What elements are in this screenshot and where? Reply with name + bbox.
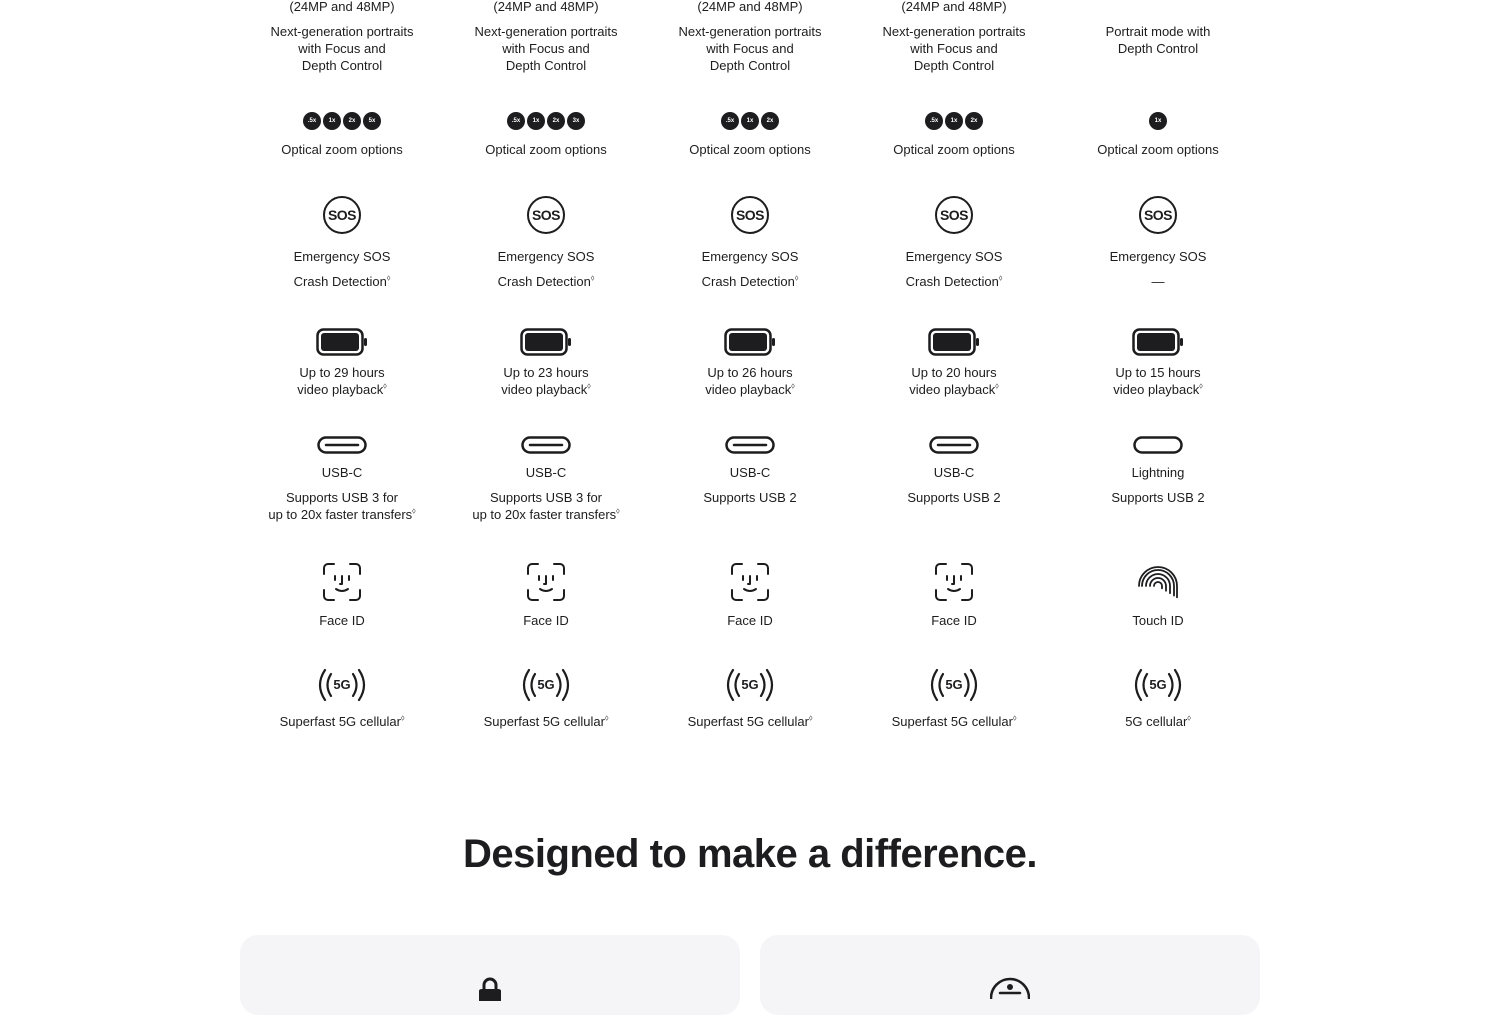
port-label-text: Lightning [1131, 465, 1185, 480]
resolution-label [852, 0, 1056, 15]
auth-label [444, 612, 648, 629]
footnote-mark: ◊ [386, 275, 391, 283]
battery-label [444, 364, 648, 398]
sos-icon [648, 196, 852, 234]
zoom-chip: 2x [965, 112, 983, 130]
usb-c-icon [852, 436, 1056, 454]
cellular-label-text: 5G cellular [1125, 714, 1188, 729]
cellular-label [852, 713, 1056, 730]
zoom-label-text: Optical zoom options [485, 142, 607, 157]
resolution-label-text: (24MP and 48MP) [901, 0, 1007, 14]
portrait-label-text: Portrait mode with Depth Control [1105, 24, 1211, 56]
crash-label-text: — [1151, 274, 1165, 289]
footnote-mark: ◊ [400, 715, 405, 723]
usb-label-text: Supports USB 3 for up to 20x faster transfers [268, 490, 413, 522]
portrait-label-text: Next-generation portraits with Focus and Depth Control [474, 24, 618, 73]
crash-label-text: Crash Detection [497, 274, 591, 289]
battery-icon [648, 328, 852, 356]
battery-icon [444, 328, 648, 356]
cellular-5g-icon-text: 5G [945, 677, 963, 692]
battery-label [240, 364, 444, 398]
crash-label [648, 273, 852, 290]
footnote-mark: ◊ [1187, 715, 1191, 723]
feature-card-privacy[interactable] [240, 935, 740, 1015]
model-column [852, 0, 1056, 760]
sos-icon [444, 196, 648, 234]
sos-icon-text: SOS [935, 196, 973, 234]
footnote-mark: ◊ [995, 383, 999, 391]
sos-label-text: Emergency SOS [497, 249, 595, 264]
portrait-label-text: Next-generation portraits with Focus and Depth Control [882, 24, 1026, 73]
cellular-label [648, 713, 852, 730]
port-label-text: USB-C [729, 465, 771, 480]
cellular-5g-icon-text: 5G [741, 677, 759, 692]
resolution-label-text: (24MP and 48MP) [493, 0, 599, 14]
sos-label-text: Emergency SOS [1109, 249, 1207, 264]
footnote-mark: ◊ [412, 508, 416, 516]
sos-icon-text: SOS [731, 196, 769, 234]
usb-c-icon [444, 436, 648, 454]
usb-label-text: Supports USB 2 [1111, 490, 1205, 505]
resolution-label [648, 0, 852, 15]
auth-label-text: Face ID [931, 613, 977, 628]
cellular-5g-icon [240, 666, 444, 704]
cellular-5g-icon-text: 5G [333, 677, 351, 692]
accessibility-icon [990, 977, 1030, 1004]
battery-label-text: Up to 20 hours video playback [909, 365, 997, 397]
battery-label [1056, 364, 1260, 398]
port-label-text: USB-C [525, 465, 567, 480]
model-column [1056, 0, 1260, 760]
battery-label-text: Up to 15 hours video playback [1113, 365, 1201, 397]
portrait-label-text: Next-generation portraits with Focus and Depth Control [678, 24, 822, 73]
sos-icon-text: SOS [527, 196, 565, 234]
crash-label [852, 273, 1056, 290]
sos-icon-text: SOS [323, 196, 361, 234]
footnote-mark: ◊ [791, 383, 795, 391]
sos-icon [852, 196, 1056, 234]
model-column [444, 0, 648, 760]
zoom-label-text: Optical zoom options [1097, 142, 1219, 157]
cellular-label [1056, 713, 1260, 730]
cellular-label-text: Superfast 5G cellular [891, 714, 1013, 729]
zoom-chip: 1x [323, 112, 341, 130]
portrait-label [240, 23, 444, 74]
footnote-mark: ◊ [604, 715, 609, 723]
usb-label-text: Supports USB 2 [703, 490, 797, 505]
cellular-label [444, 713, 648, 730]
battery-label [648, 364, 852, 398]
cellular-label [240, 713, 444, 730]
zoom-label [444, 141, 648, 158]
sos-label [444, 248, 648, 265]
zoom-options [648, 112, 852, 130]
model-column [648, 0, 852, 760]
crash-label [444, 273, 648, 290]
port-label [444, 464, 648, 481]
sos-label [852, 248, 1056, 265]
port-label [852, 464, 1056, 481]
usb-label [648, 489, 852, 506]
zoom-chip: .5x [507, 112, 525, 130]
auth-label-text: Touch ID [1132, 613, 1184, 628]
port-label [648, 464, 852, 481]
auth-label-text: Face ID [523, 613, 569, 628]
auth-label [648, 612, 852, 629]
cellular-5g-icon [1056, 666, 1260, 704]
zoom-chip: 3x [567, 112, 585, 130]
zoom-chip: 2x [343, 112, 361, 130]
battery-icon [240, 328, 444, 356]
battery-label [852, 364, 1056, 398]
sos-label-text: Emergency SOS [905, 249, 1003, 264]
footnote-mark: ◊ [998, 275, 1003, 283]
sos-icon [240, 196, 444, 234]
zoom-label [1056, 141, 1260, 158]
footnote-mark: ◊ [616, 508, 620, 516]
sos-icon-text: SOS [1139, 196, 1177, 234]
cellular-5g-icon [648, 666, 852, 704]
zoom-chip: 1x [741, 112, 759, 130]
cellular-label-text: Superfast 5G cellular [483, 714, 605, 729]
zoom-chip: 2x [761, 112, 779, 130]
resolution-label [444, 0, 648, 15]
zoom-options [1056, 112, 1260, 130]
zoom-label-text: Optical zoom options [281, 142, 403, 157]
zoom-chip: 1x [527, 112, 545, 130]
zoom-chip: 5x [363, 112, 381, 130]
usb-label [852, 489, 1056, 506]
face-id-icon [240, 562, 444, 602]
cellular-5g-icon-text: 5G [1149, 677, 1167, 692]
cellular-5g-icon [444, 666, 648, 704]
crash-label-text: Crash Detection [905, 274, 999, 289]
usb-label [1056, 489, 1260, 506]
auth-label-text: Face ID [319, 613, 365, 628]
footnote-mark: ◊ [808, 715, 813, 723]
zoom-chip: 1x [1149, 112, 1167, 130]
lightning-icon [1056, 436, 1260, 454]
usb-label-text: Supports USB 2 [907, 490, 1001, 505]
footnote-mark: ◊ [383, 383, 387, 391]
resolution-label-text: (24MP and 48MP) [289, 0, 395, 14]
port-label [1056, 464, 1260, 481]
battery-icon [1056, 328, 1260, 356]
touch-id-icon [1056, 562, 1260, 602]
crash-label [1056, 273, 1260, 290]
cellular-5g-icon-text: 5G [537, 677, 555, 692]
portrait-label-text: Next-generation portraits with Focus and Depth Control [270, 24, 414, 73]
battery-label-text: Up to 29 hours video playback [297, 365, 385, 397]
portrait-label [852, 23, 1056, 74]
battery-icon [852, 328, 1056, 356]
zoom-options [852, 112, 1056, 130]
crash-label-text: Crash Detection [293, 274, 387, 289]
crash-label [240, 273, 444, 290]
usb-c-icon [648, 436, 852, 454]
usb-label-text: Supports USB 3 for up to 20x faster transfers [472, 490, 617, 522]
footnote-mark: ◊ [1012, 715, 1017, 723]
resolution-label-text: (24MP and 48MP) [697, 0, 803, 14]
crash-label-text: Crash Detection [701, 274, 795, 289]
zoom-chip: 1x [945, 112, 963, 130]
auth-label [1056, 612, 1260, 629]
resolution-label [240, 0, 444, 15]
port-label [240, 464, 444, 481]
cellular-label-text: Superfast 5G cellular [279, 714, 401, 729]
zoom-chip: .5x [925, 112, 943, 130]
face-id-icon [444, 562, 648, 602]
usb-label [444, 489, 648, 523]
zoom-chip: .5x [721, 112, 739, 130]
zoom-chip: .5x [303, 112, 321, 130]
face-id-icon [648, 562, 852, 602]
sos-label-text: Emergency SOS [701, 249, 799, 264]
battery-label-text: Up to 26 hours video playback [705, 365, 793, 397]
footnote-mark: ◊ [794, 275, 799, 283]
auth-label [240, 612, 444, 629]
apple-lock-icon [475, 977, 505, 1006]
zoom-label [852, 141, 1056, 158]
zoom-chip: 2x [547, 112, 565, 130]
cellular-label-text: Superfast 5G cellular [687, 714, 809, 729]
port-label-text: USB-C [321, 465, 363, 480]
sos-label [1056, 248, 1260, 265]
face-id-icon [852, 562, 1056, 602]
sos-label [240, 248, 444, 265]
sos-label [648, 248, 852, 265]
zoom-label-text: Optical zoom options [893, 142, 1015, 157]
footnote-mark: ◊ [590, 275, 595, 283]
section-headline: Designed to make a difference. [462, 832, 1038, 876]
cellular-5g-icon [852, 666, 1056, 704]
auth-label [852, 612, 1056, 629]
portrait-label [444, 23, 648, 74]
zoom-options [444, 112, 648, 130]
sos-label-text: Emergency SOS [293, 249, 391, 264]
portrait-label [1056, 23, 1260, 57]
zoom-label [240, 141, 444, 158]
sos-icon [1056, 196, 1260, 234]
zoom-options [240, 112, 444, 130]
footnote-mark: ◊ [1199, 383, 1203, 391]
portrait-label [648, 23, 852, 74]
port-label-text: USB-C [933, 465, 975, 480]
footnote-mark: ◊ [587, 383, 591, 391]
usb-label [240, 489, 444, 523]
feature-card-accessibility[interactable] [760, 935, 1260, 1015]
zoom-label [648, 141, 852, 158]
battery-label-text: Up to 23 hours video playback [501, 365, 589, 397]
model-column [240, 0, 444, 760]
usb-c-icon [240, 436, 444, 454]
zoom-label-text: Optical zoom options [689, 142, 811, 157]
auth-label-text: Face ID [727, 613, 773, 628]
